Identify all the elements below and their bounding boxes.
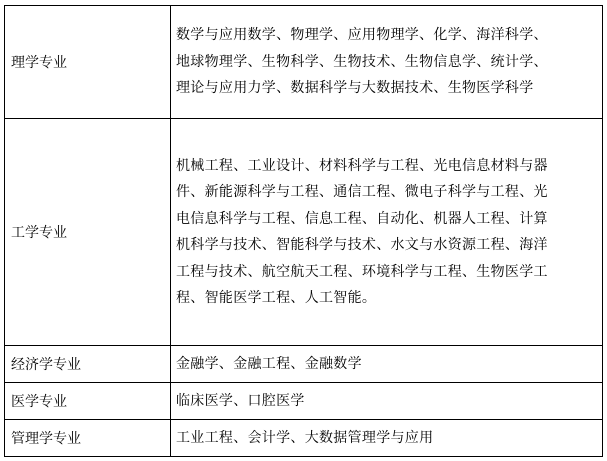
category-cell: 理学专业 bbox=[5, 6, 171, 119]
category-cell: 管理学专业 bbox=[5, 420, 171, 457]
table-row-economics bbox=[5, 346, 603, 383]
majors-line: 地球物理学、生物科学、生物技术、生物信息学、统计学、 bbox=[176, 53, 548, 70]
majors-list-cell bbox=[171, 383, 603, 420]
majors-list-cell bbox=[171, 420, 603, 457]
majors-line: 机械工程、工业设计、材料科学与工程、光电信息材料与器 bbox=[176, 157, 548, 174]
majors-list-cell bbox=[171, 119, 603, 346]
table-row-engineering bbox=[5, 119, 603, 346]
category-cell: 工学专业 bbox=[5, 119, 171, 346]
majors-line: 临床医学、口腔医学 bbox=[176, 392, 305, 409]
majors-line: 电信息科学与工程、信息工程、自动化、机器人工程、计算 bbox=[176, 210, 548, 227]
majors-line: 机科学与技术、智能科学与技术、水文与水资源工程、海洋 bbox=[176, 237, 548, 253]
majors-line: 程、智能医学工程、人工智能。 bbox=[176, 290, 377, 306]
majors-line: 数学与应用数学、物理学、应用物理学、化学、海洋科学、 bbox=[176, 27, 548, 44]
table-row-science bbox=[5, 6, 603, 119]
majors-line: 工程与技术、航空航天工程、环境科学与工程、生物医学工 bbox=[176, 263, 548, 280]
majors-list-cell bbox=[171, 346, 603, 383]
table-row-management bbox=[5, 420, 603, 457]
table-row-medicine bbox=[5, 383, 603, 420]
majors-line: 工业工程、会计学、大数据管理学与应用 bbox=[176, 429, 434, 446]
majors-list-cell bbox=[171, 6, 603, 119]
majors-line: 理论与应用力学、数据科学与大数据技术、生物医学科学 bbox=[176, 80, 534, 97]
majors-line: 金融学、金融工程、金融数学 bbox=[176, 355, 362, 372]
category-cell: 医学专业 bbox=[5, 383, 171, 420]
majors-table bbox=[4, 5, 603, 457]
category-cell: 经济学专业 bbox=[5, 346, 171, 383]
majors-line: 件、新能源科学与工程、通信工程、微电子科学与工程、光 bbox=[176, 184, 548, 200]
